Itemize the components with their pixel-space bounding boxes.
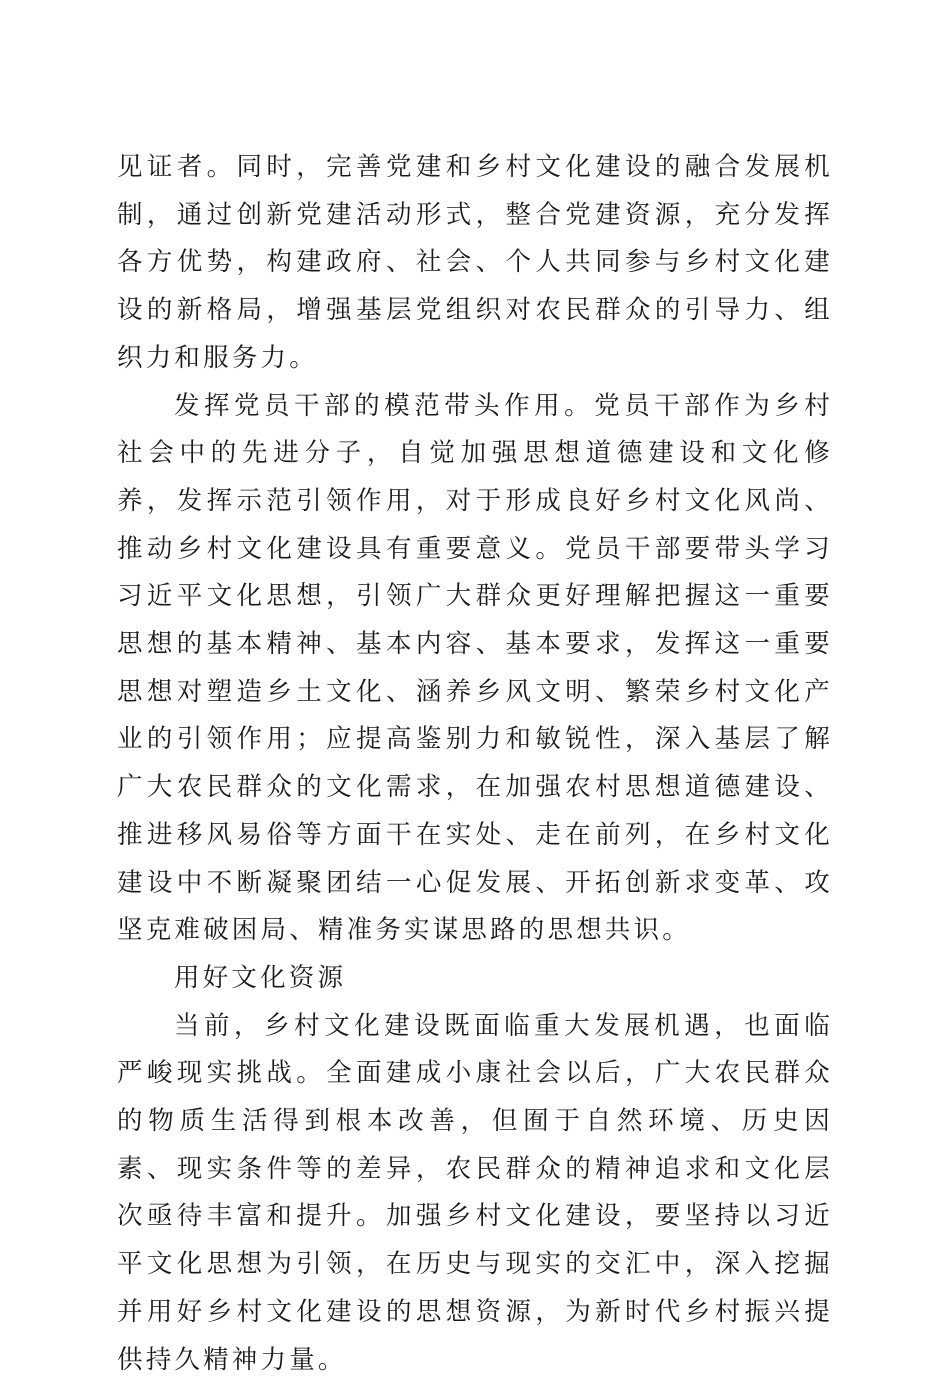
section-heading: 用好文化资源	[174, 962, 347, 993]
body-text	[117, 144, 833, 1384]
paragraph-cultural-resources: 当前，乡村文化建设既面临重大发展机遇，也面临严峻现实挑战。全面建成小康社会以后，广大农民群众的物质生活得到根本改善，但囿于自然环境、历史因素、现实条件等的差异，农民群众的精神追求和文化层次亟待丰富和提升。加强乡村文化建设，要坚持以习近平文化思想为引领，在历史与现实的交汇中，深入挖掘并用好乡村文化建设的思想资源，为新时代乡村振兴提供持久精神力量。	[117, 1010, 833, 1375]
paragraph-party-members: 发挥党员干部的模范带头作用。党员干部作为乡村社会中的先进分子，自觉加强思想道德建设和文化修养，发挥示范引领作用，对于形成良好乡村文化风尚、推动乡村文化建设具有重要意义。党员干部要带头学习习近平文化思想，引领广大群众更好理解把握这一重要思想的基本精神、基本内容、基本要求，发挥这一重要思想对塑造乡土文化、涵养乡风文明、繁荣乡村文化产业的引领作用；应提高鉴别力和敏锐性，深入基层了解广大农民群众的文化需求，在加强农村思想道德建设、推进移风易俗等方面干在实处、走在前列，在乡村文化建设中不断凝聚团结一心促发展、开拓创新求变革、攻坚克难破困局、精准务实谋思路的思想共识。	[117, 390, 833, 946]
paragraph-continuation: 见证者。同时，完善党建和乡村文化建设的融合发展机制，通过创新党建活动形式，整合党建资源，充分发挥各方优势，构建政府、社会、个人共同参与乡村文化建设的新格局，增强基层党组织对农民群众的引导力、组织力和服务力。	[117, 152, 833, 373]
